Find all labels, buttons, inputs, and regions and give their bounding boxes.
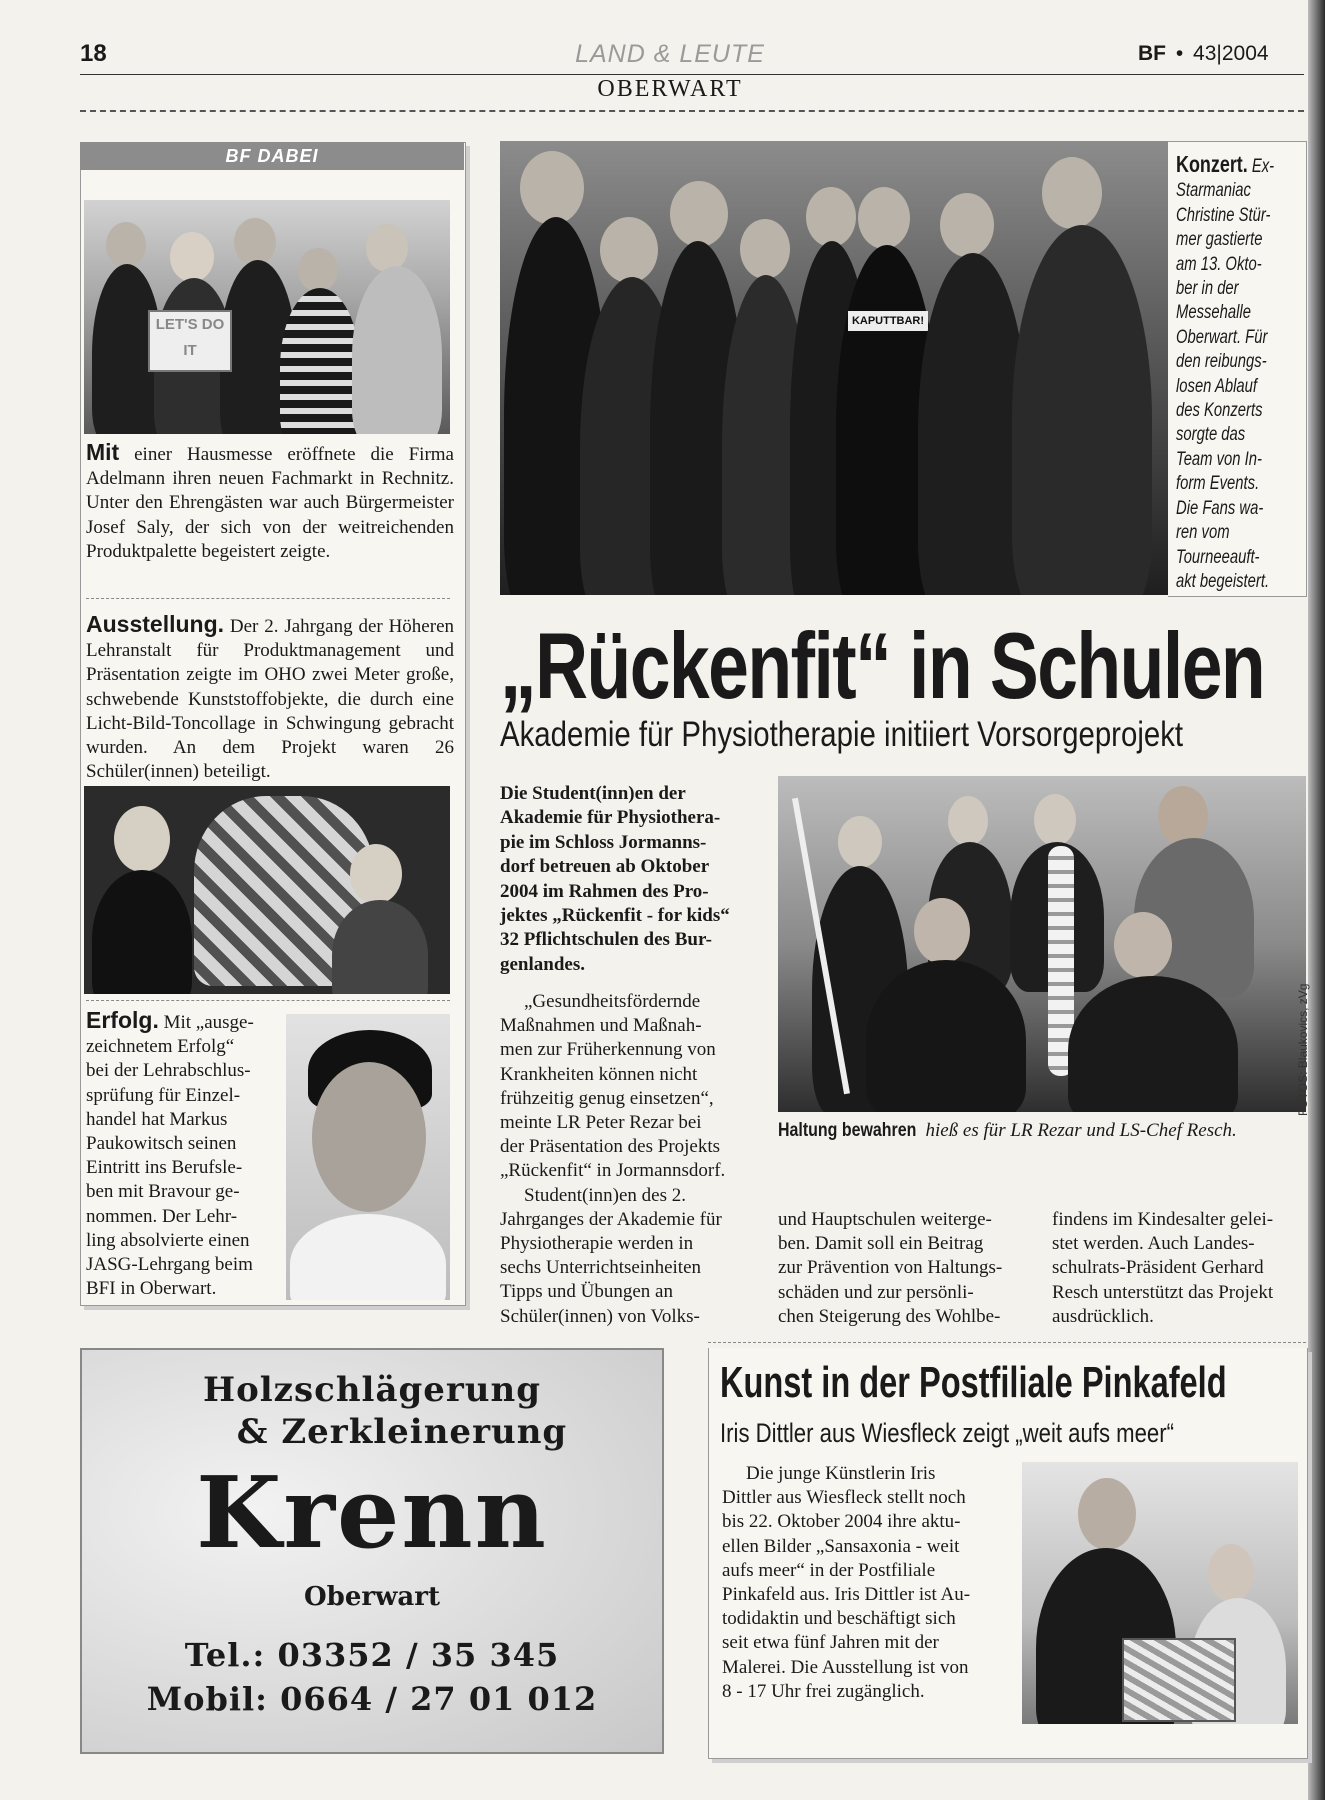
line: Die Fans wa- bbox=[1176, 497, 1264, 519]
ad-mobile: Mobil: 0664 / 27 01 012 bbox=[146, 1680, 598, 1718]
concert-caption bbox=[1176, 152, 1301, 594]
line: 2004 im Rahmen des Pro- bbox=[500, 880, 709, 902]
issue-number: 43|2004 bbox=[1193, 42, 1269, 65]
article-column-1 bbox=[500, 990, 755, 1329]
line: frühzeitig genug einsetzen“, bbox=[500, 1087, 714, 1109]
kunst-subheadline: Iris Dittler aus Wiesfleck zeigt „weit aufs meer“ bbox=[720, 1418, 1174, 1448]
person-head bbox=[170, 232, 214, 282]
person-head bbox=[1114, 912, 1172, 978]
line: nommen. Der Lehr- bbox=[86, 1205, 238, 1227]
line: Resch unterstützt das Projekt bbox=[1052, 1281, 1274, 1303]
divider bbox=[86, 1000, 450, 1001]
line: losen Ablauf bbox=[1176, 375, 1258, 397]
artist-photo bbox=[1022, 1462, 1298, 1724]
line: Jahrganges der Akademie für bbox=[500, 1208, 722, 1230]
ad-town: Oberwart bbox=[303, 1582, 440, 1612]
person-head bbox=[600, 217, 658, 283]
line: Malerei. Die Ausstellung ist von bbox=[722, 1656, 969, 1678]
line: Krankheiten können nicht bbox=[500, 1063, 698, 1085]
line: findens im Kindesalter gelei- bbox=[1052, 1209, 1274, 1230]
line: meinte LR Peter Rezar bei bbox=[500, 1112, 702, 1134]
line: zeichnetem Erfolg“ bbox=[86, 1036, 235, 1058]
line: zur Prävention von Haltungs- bbox=[778, 1257, 1003, 1279]
line: des Konzerts bbox=[1176, 400, 1263, 422]
story-ausstellung bbox=[86, 612, 454, 784]
line: Die Student(inn)en der bbox=[500, 783, 686, 804]
face bbox=[312, 1062, 426, 1212]
line: jektes „Rückenfit - for kids“ bbox=[500, 905, 730, 927]
line: stet werden. Auch Landes- bbox=[1052, 1233, 1255, 1255]
person-head bbox=[1158, 786, 1208, 846]
line: Student(inn)en des 2. bbox=[524, 1184, 687, 1206]
story-text: einer Hausmesse eröffnete die Firma Adelmann ihren neuen Fachmarkt in Rechnitz. Unter den Ehrengästen war auch Bürgermeister Josef Saly, der sich von der weitreichenden Produktpalette begeistert zeigte. bbox=[86, 444, 454, 562]
person-head bbox=[1042, 157, 1102, 229]
page-number: 18 bbox=[80, 40, 107, 67]
line: sprüfung für Einzel- bbox=[86, 1084, 241, 1106]
person-head bbox=[670, 181, 728, 247]
line: schulrats-Präsident Gerhard bbox=[1052, 1257, 1264, 1279]
line: JASG-Lehrgang beim bbox=[86, 1254, 253, 1276]
person-head bbox=[838, 816, 882, 868]
story-lead: Erfolg. bbox=[86, 1007, 159, 1033]
page-edge bbox=[1308, 0, 1325, 1800]
line: bis 22. Oktober 2004 ihre aktu- bbox=[722, 1511, 961, 1533]
caption-bold: Haltung bewahren bbox=[778, 1120, 917, 1141]
line: form Events. bbox=[1176, 473, 1260, 495]
line: sorgte das bbox=[1176, 424, 1246, 446]
divider bbox=[708, 1342, 1306, 1343]
line: Team von In- bbox=[1176, 448, 1262, 470]
person-head bbox=[350, 844, 402, 904]
line: Schüler(innen) von Volks- bbox=[500, 1305, 700, 1327]
person-head bbox=[858, 187, 910, 249]
line: ber in der bbox=[1176, 278, 1239, 300]
line: Eintritt ins Berufsle- bbox=[86, 1157, 243, 1179]
line: chen Steigerung des Wohlbe- bbox=[778, 1305, 1001, 1327]
article-lead bbox=[500, 782, 760, 977]
article-column-2 bbox=[778, 1208, 1028, 1329]
article-subheadline: Akademie für Physiotherapie initiiert Vorsorgeprojekt bbox=[500, 715, 1184, 754]
line: akt begeistert. bbox=[1176, 570, 1270, 592]
person-head bbox=[106, 222, 146, 268]
exhibition-photo bbox=[84, 786, 450, 994]
person-body bbox=[352, 266, 442, 434]
line: ben. Damit soll ein Beitrag bbox=[778, 1233, 984, 1255]
line: Maßnahmen und Maßnah- bbox=[500, 1015, 702, 1037]
ad-line-2: & Zerkleinerung bbox=[236, 1412, 568, 1452]
krenn-ad bbox=[80, 1348, 664, 1754]
line: Ex- bbox=[1251, 156, 1275, 177]
line: dorf betreuen ab Oktober bbox=[500, 856, 710, 878]
line: todidaktin und beschäftigt sich bbox=[722, 1608, 956, 1630]
portrait-photo bbox=[286, 1014, 450, 1300]
line: Physiotherapie werden in bbox=[500, 1233, 694, 1255]
line: aufs meer“ in der Postfiliale bbox=[722, 1559, 936, 1581]
lets-do-it-sign: LET'S DO IT bbox=[148, 310, 232, 372]
person-body bbox=[1012, 225, 1152, 595]
line: „Rückenfit“ in Jormannsdorf. bbox=[500, 1160, 726, 1182]
person-head bbox=[740, 219, 790, 279]
caption-lead: Konzert. bbox=[1176, 151, 1248, 177]
line: am 13. Okto- bbox=[1176, 253, 1262, 275]
line: Tourneeauft- bbox=[1176, 546, 1260, 568]
publication-label bbox=[1138, 42, 1269, 66]
shirt bbox=[290, 1214, 446, 1300]
divider bbox=[86, 598, 450, 599]
photo-credit: FOTOS: Blaukovics, zVg bbox=[1296, 983, 1310, 1116]
line: Akademie für Physiothera- bbox=[500, 807, 721, 829]
person-body bbox=[280, 288, 360, 434]
line: „Gesundheitsfördernde bbox=[524, 991, 701, 1012]
person-head bbox=[520, 151, 584, 225]
person-head bbox=[940, 193, 994, 257]
person-head bbox=[1208, 1544, 1254, 1602]
ad-company-name: Krenn bbox=[196, 1456, 548, 1571]
line: und Hauptschulen weiterge- bbox=[778, 1209, 992, 1230]
line: ren vom bbox=[1176, 522, 1230, 544]
person-head bbox=[234, 218, 276, 266]
kunst-headline: Kunst in der Postfiliale Pinkafeld bbox=[720, 1358, 1227, 1407]
person-body bbox=[92, 870, 192, 994]
kunst-text bbox=[722, 1462, 990, 1704]
bf-dabei-label: BF DABEI bbox=[80, 142, 464, 170]
story-adelmann bbox=[86, 440, 454, 564]
line: seit etwa fünf Jahren mit der bbox=[722, 1632, 939, 1654]
line: Tipps und Übungen an bbox=[500, 1281, 673, 1303]
line: men zur Früherkennung von bbox=[500, 1039, 716, 1061]
line: pie im Schloss Jormanns- bbox=[500, 831, 707, 853]
painting bbox=[1122, 1638, 1236, 1722]
line: Starmaniac bbox=[1176, 180, 1251, 202]
line: bei der Lehrabschlus- bbox=[86, 1060, 251, 1082]
person-head bbox=[1078, 1478, 1136, 1550]
subsection-title: OBERWART bbox=[597, 76, 743, 102]
person-head bbox=[114, 806, 170, 872]
line: Paukowitsch seinen bbox=[86, 1133, 237, 1155]
person-head bbox=[806, 187, 856, 247]
story-text: Der 2. Jahrgang der Höheren Lehranstalt für Produktmanagement und Präsentation zeigte im OHO zwei Meter große, schwebende Kunststoffobjekte, die durch eine Licht-Bild-Toncollage in Schwingung gebracht wurden. An dem Projekt waren 26 Schüler(innen) beteiligt. bbox=[86, 616, 455, 783]
caption-rest: hieß es für LR Rezar und LS-Chef Resch. bbox=[925, 1120, 1237, 1141]
line: ellen Bilder „Sansaxonia - weit bbox=[722, 1535, 960, 1557]
concert-photo bbox=[500, 141, 1168, 595]
person-head bbox=[1034, 794, 1076, 846]
person-head bbox=[948, 796, 988, 846]
line: Die junge Künstlerin Iris bbox=[746, 1463, 936, 1484]
shirt-print: KAPUTTBAR! bbox=[848, 311, 928, 331]
bullet: • bbox=[1175, 42, 1184, 65]
line: 8 - 17 Uhr frei zugänglich. bbox=[722, 1680, 925, 1702]
person-body bbox=[866, 960, 1026, 1112]
person-head bbox=[298, 248, 338, 292]
line: Mit „ausge- bbox=[163, 1012, 254, 1033]
story-lead: Mit bbox=[86, 439, 120, 465]
line: Pinkafeld aus. Iris Dittler ist Au- bbox=[722, 1584, 971, 1606]
story-erfolg bbox=[86, 1008, 276, 1301]
ad-phone: Tel.: 03352 / 35 345 bbox=[184, 1636, 560, 1674]
physio-photo bbox=[778, 776, 1306, 1112]
story-lead: Ausstellung. bbox=[86, 611, 225, 637]
article-column-3 bbox=[1052, 1208, 1307, 1329]
line: Dittler aus Wiesfleck stellt noch bbox=[722, 1487, 966, 1509]
line: den reibungs- bbox=[1176, 351, 1267, 373]
header-rule bbox=[80, 74, 1304, 75]
line: BFI in Oberwart. bbox=[86, 1278, 217, 1300]
line: ausdrücklich. bbox=[1052, 1305, 1154, 1327]
line: Christine Stür- bbox=[1176, 204, 1271, 226]
section-title: LAND & LEUTE bbox=[575, 40, 765, 68]
line: handel hat Markus bbox=[86, 1108, 228, 1130]
ad-line-1: Holzschlägerung bbox=[202, 1370, 542, 1410]
line: schäden und zur persönli- bbox=[778, 1281, 974, 1303]
header-dashed-rule bbox=[80, 110, 1304, 112]
publication-name: BF bbox=[1138, 42, 1166, 65]
line: Messehalle bbox=[1176, 302, 1251, 324]
physio-photo-caption bbox=[778, 1120, 1308, 1142]
line: mer gastierte bbox=[1176, 229, 1263, 251]
person-head bbox=[366, 224, 408, 272]
line: ben mit Bravour ge- bbox=[86, 1181, 240, 1203]
line: Oberwart. Für bbox=[1176, 326, 1268, 348]
person-head bbox=[914, 898, 970, 964]
line: sechs Unterrichtseinheiten bbox=[500, 1257, 702, 1279]
line: 32 Pflichtschulen des Bur- bbox=[500, 929, 712, 951]
line: ling absolvierte einen bbox=[86, 1229, 250, 1251]
person-body bbox=[332, 900, 428, 994]
article-headline: „Rückenfit“ in Schulen bbox=[500, 613, 1265, 718]
line: genlandes. bbox=[500, 953, 585, 975]
store-opening-photo bbox=[84, 200, 450, 434]
line: der Präsentation des Projekts bbox=[500, 1136, 721, 1158]
